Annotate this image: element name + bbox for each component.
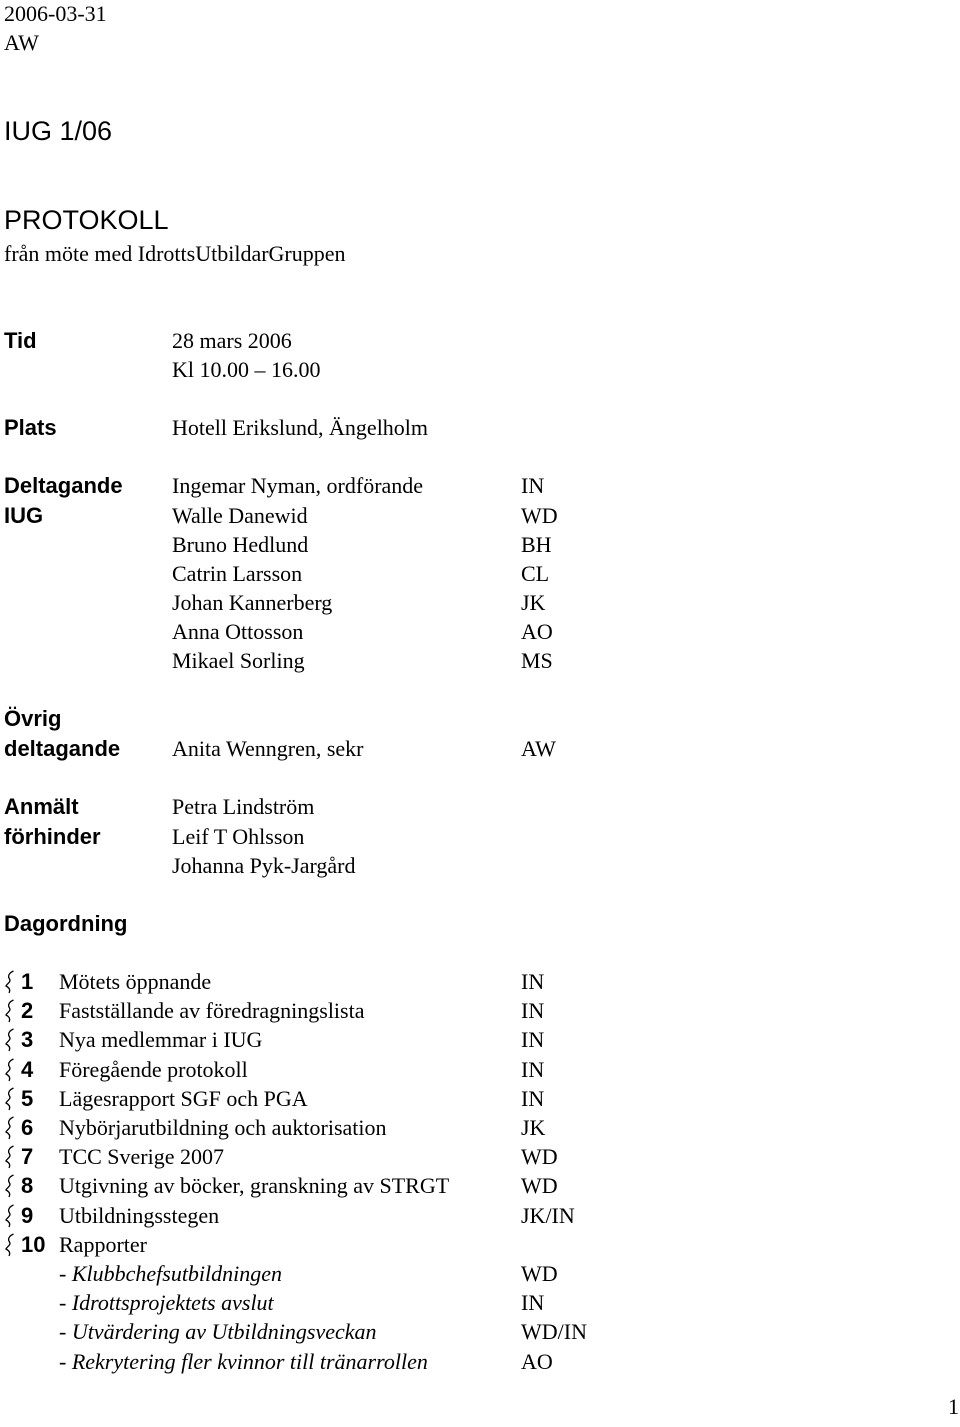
agenda-subitem-code: IN (521, 1290, 545, 1315)
agenda-subitem-code: WD/IN (521, 1319, 587, 1344)
agenda-item-number: 1 (21, 969, 34, 994)
member-code: IN (521, 473, 545, 498)
agenda-item-code: WD (521, 1173, 558, 1198)
agenda-item-text: Lägesrapport SGF och PGA (59, 1086, 308, 1111)
ovrig-label: Övrig (4, 706, 62, 731)
section-sign-icon (5, 999, 15, 1023)
plats-value: Hotell Erikslund, Ängelholm (172, 415, 429, 440)
member-name: Anna Ottosson (172, 619, 304, 644)
section-sign-icon (5, 1058, 15, 1082)
header-date: 2006-03-31 (4, 1, 107, 26)
agenda-item-code: IN (521, 998, 545, 1023)
agenda-item-code: IN (521, 1086, 545, 1111)
agenda-item-code: IN (521, 969, 545, 994)
member-code: WD (521, 503, 558, 528)
agenda-item-text: Mötets öppnande (59, 969, 212, 994)
agenda-item-text: Utgivning av böcker, granskning av STRGT (59, 1173, 450, 1198)
agenda-item-text: Rapporter (59, 1232, 147, 1257)
agenda-item-text: Nybörjarutbildning och auktorisation (59, 1115, 387, 1140)
section-sign-icon (5, 1233, 15, 1257)
protocol-subtitle: från möte med IdrottsUtbildarGruppen (4, 241, 346, 266)
anmalt-label-2: förhinder (4, 824, 101, 849)
agenda-item-number: 3 (21, 1027, 34, 1052)
agenda-item-code: JK/IN (521, 1203, 575, 1228)
ovrig-code: AW (521, 736, 556, 761)
member-code: JK (521, 590, 546, 615)
agenda-subitem-text: - Klubbchefsutbildningen (59, 1261, 283, 1286)
agenda-item-number: 9 (21, 1203, 34, 1228)
deltagande-label: Deltagande (4, 473, 123, 498)
member-name: Walle Danewid (172, 503, 308, 528)
section-sign-icon (5, 1204, 15, 1228)
agenda-item-code: IN (521, 1027, 545, 1052)
agenda-item-text: Utbildningsstegen (59, 1203, 220, 1228)
member-name: Ingemar Nyman, ordförande (172, 473, 424, 498)
agenda-item-text: TCC Sverige 2007 (59, 1144, 224, 1169)
tid-label: Tid (4, 328, 37, 353)
agenda-item-number: 5 (21, 1086, 34, 1111)
protocol-heading: PROTOKOLL (4, 205, 169, 235)
agenda-item-code: JK (521, 1115, 546, 1140)
ovrig-name: Anita Wenngren, sekr (172, 736, 364, 761)
agenda-item-number: 4 (21, 1057, 34, 1082)
header-author: AW (4, 30, 39, 55)
absent-name: Petra Lindström (172, 794, 315, 819)
plats-label: Plats (4, 415, 57, 440)
agenda-subitem-text: - Utvärdering av Utbildningsveckan (59, 1319, 377, 1344)
document-title: IUG 1/06 (4, 116, 113, 146)
agenda-item-code: WD (521, 1144, 558, 1169)
agenda-item-text: Nya medlemmar i IUG (59, 1027, 263, 1052)
page-number: 1 (948, 1394, 959, 1419)
member-code: CL (521, 561, 550, 586)
deltagande-label-iug: IUG (4, 503, 44, 528)
section-sign-icon (5, 1028, 15, 1052)
section-sign-icon (5, 1087, 15, 1111)
agenda-subitem-code: AO (521, 1349, 553, 1374)
tid-time: Kl 10.00 – 16.00 (172, 357, 321, 382)
anmalt-label: Anmält (4, 794, 79, 819)
agenda-item-text: Fastställande av föredragningslista (59, 998, 365, 1023)
agenda-subitem-text: - Rekrytering fler kvinnor till tränarrollen (59, 1349, 428, 1374)
member-code: AO (521, 619, 553, 644)
agenda-item-number: 6 (21, 1115, 34, 1140)
agenda-subitem-text: - Idrottsprojektets avslut (59, 1290, 274, 1315)
member-name: Johan Kannerberg (172, 590, 333, 615)
agenda-item-text: Föregående protokoll (59, 1057, 248, 1082)
member-code: MS (521, 648, 553, 673)
agenda-item-number: 8 (21, 1173, 34, 1198)
member-code: BH (521, 532, 552, 557)
agenda-item-number: 7 (21, 1144, 34, 1169)
absent-name: Johanna Pyk-Jargård (172, 853, 356, 878)
agenda-subitem-code: WD (521, 1261, 558, 1286)
agenda-item-number: 10 (21, 1232, 46, 1257)
dagordning-label: Dagordning (4, 911, 128, 936)
section-sign-icon (5, 1145, 15, 1169)
agenda-item-number: 2 (21, 998, 34, 1023)
member-name: Catrin Larsson (172, 561, 303, 586)
section-sign-icon (5, 1116, 15, 1140)
section-sign-icon (5, 970, 15, 994)
agenda-item-code: IN (521, 1057, 545, 1082)
member-name: Mikael Sorling (172, 648, 305, 673)
ovrig-label-2: deltagande (4, 736, 121, 761)
tid-date: 28 mars 2006 (172, 328, 292, 353)
absent-name: Leif T Ohlsson (172, 824, 305, 849)
section-sign-icon (5, 1174, 15, 1198)
member-name: Bruno Hedlund (172, 532, 309, 557)
